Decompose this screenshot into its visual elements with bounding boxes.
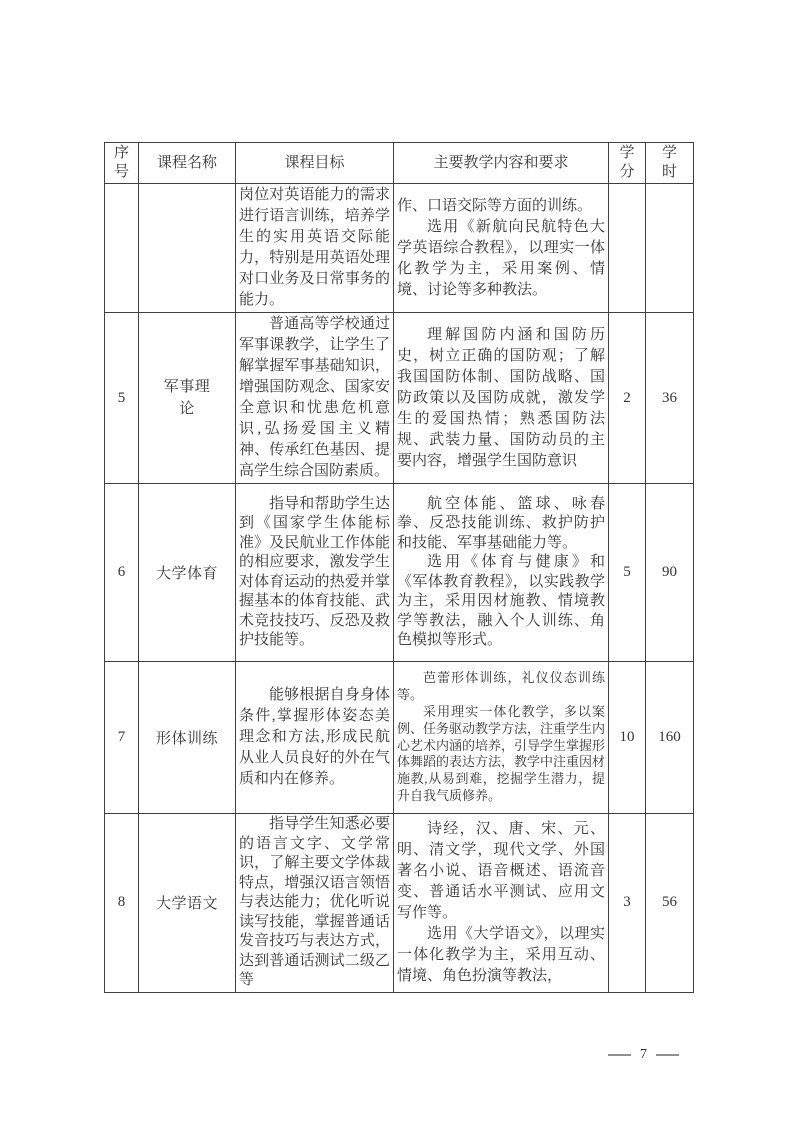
content-cell bbox=[394, 662, 609, 814]
content-cell bbox=[394, 184, 609, 313]
course-name-label: 军事理论 bbox=[163, 379, 211, 417]
objective-cell bbox=[236, 313, 394, 484]
content-paragraph: 诗经，汉、唐、宋、元、明、清文学，现代文学、外国著名小说、语音概述、语流音变、普通话水平测试、应用文写作等。 bbox=[397, 820, 605, 921]
hours-cell: 90 bbox=[646, 484, 694, 662]
hours-cell: 56 bbox=[646, 814, 694, 993]
table-row-7 bbox=[105, 662, 694, 814]
page-number: 7 bbox=[640, 1047, 647, 1062]
header-hours bbox=[646, 143, 694, 184]
row-number-cell: 5 bbox=[105, 313, 139, 484]
objective-paragraph: 岗位对英语能力的需求进行语言训练，培养学生的实用英语交际能力，特别是用英语处理对口业务及日常事务的能力。 bbox=[239, 187, 390, 308]
objective-paragraph: 能够根据自身身体条件,掌握形体姿态美理念和方法,形成民航从业人员良好的外在气质和内在修养。 bbox=[239, 687, 390, 787]
row-number-cell: 8 bbox=[105, 814, 139, 993]
hours-cell: 160 bbox=[646, 662, 694, 814]
header-content-label: 主要教学内容和要求 bbox=[433, 154, 569, 171]
header-credits bbox=[609, 143, 646, 184]
content-paragraph: 理解国防内涵和国防历史，树立正确的国防观；了解我国国防体制、国防战略、国防政策以及国防成就，激发学生的爱国热情；熟悉国防法规、武装力量、国防动员的主要内容，增强学生国防意识 bbox=[397, 326, 605, 469]
header-objective bbox=[236, 143, 394, 184]
table-header-row bbox=[105, 143, 694, 184]
credits-cell: 2 bbox=[609, 313, 646, 484]
content-paragraph: 作、口语交际等方面的训练。 bbox=[397, 197, 593, 214]
header-credits-label: 学分 bbox=[619, 145, 635, 180]
course-name-cell: 形体训练 bbox=[139, 662, 236, 814]
course-name-cell bbox=[139, 313, 236, 484]
credits-cell: 10 bbox=[609, 662, 646, 814]
hours-cell bbox=[646, 184, 694, 313]
content-paragraph: 选用《新航向民航特色大学英语综合教程》，以理实一体化教学为主，采用案例、情境、讨论等多种教法。 bbox=[397, 218, 605, 298]
objective-paragraph: 指导和帮助学生达到《国家学生体能标准》及民航业工作体能的相应要求，激发学生对体育运动的热爱并掌握基本的体育技能、武术竞技技巧、反恐及救护技能等。 bbox=[239, 495, 390, 648]
row-number-cell: 7 bbox=[105, 662, 139, 814]
header-course-name-label: 课程名称 bbox=[156, 154, 217, 171]
table-row-8 bbox=[105, 814, 694, 993]
course-name-cell: 大学语文 bbox=[139, 814, 236, 993]
content-cell bbox=[394, 313, 609, 484]
content-paragraph: 选用《大学语文》，以理实一体化教学为主，采用互动、情境、角色扮演等教法， bbox=[397, 925, 605, 984]
credits-cell: 5 bbox=[609, 484, 646, 662]
footer-dash-left bbox=[608, 1054, 631, 1056]
objective-cell bbox=[236, 484, 394, 662]
credits-cell bbox=[609, 184, 646, 313]
content-cell bbox=[394, 814, 609, 993]
header-course-name bbox=[139, 143, 236, 184]
footer-dash-right bbox=[656, 1054, 679, 1056]
course-table bbox=[104, 142, 694, 993]
content-paragraph: 航空体能、篮球、咏春拳、反恐技能训练、救护防护和技能、军事基础能力等。 bbox=[397, 495, 605, 551]
objective-cell bbox=[236, 184, 394, 313]
objective-cell bbox=[236, 814, 394, 993]
table-row-continuation bbox=[105, 184, 694, 313]
credits-cell: 3 bbox=[609, 814, 646, 993]
objective-paragraph: 普通高等学校通过军事课教学，让学生了解掌握军事基础知识，增强国防观念、国家安全意识和忧患危机意识,弘扬爱国主义精神、传承红色基因、提高学生综合国防素质。 bbox=[239, 316, 390, 479]
content-paragraph: 采用理实一体化教学，多以案例、任务驱动教学方法，注重学生内心艺术内涵的培养，引导学生掌握形体舞蹈的表达方法，教学中注重因材施教,从易到难，挖掘学生潜力，提升自我气质修养。 bbox=[397, 703, 606, 803]
course-name-cell bbox=[139, 184, 236, 313]
row-number-cell: 6 bbox=[105, 484, 139, 662]
content-paragraph: 选用《体育与健康》和《军体教育教程》，以实践教学为主，采用因材施教、情境教学等教法，融入个人训练、角色模拟等形式。 bbox=[397, 554, 605, 648]
table-row-6 bbox=[105, 484, 694, 662]
content-paragraph: 芭蕾形体训练，礼仪仪态训练等。 bbox=[397, 670, 605, 703]
header-hours-label: 学时 bbox=[661, 145, 677, 180]
header-objective-label: 课程目标 bbox=[284, 154, 345, 171]
objective-paragraph: 指导学生知悉必要的语言文字、文学常识，了解主要文学体裁特点，增强汉语言领悟与表达能力；优化听说读写技能，掌握普通话发音技巧与表达方式，达到普通话测试二级乙等 bbox=[239, 816, 390, 988]
hours-cell: 36 bbox=[646, 313, 694, 484]
row-number-cell bbox=[105, 184, 139, 313]
table-row-5 bbox=[105, 313, 694, 484]
header-no-label: 序号 bbox=[113, 145, 129, 180]
objective-cell bbox=[236, 662, 394, 814]
content-cell bbox=[394, 484, 609, 662]
course-name-cell: 大学体育 bbox=[139, 484, 236, 662]
page-footer bbox=[608, 1048, 679, 1062]
header-no bbox=[105, 143, 139, 184]
header-content bbox=[394, 143, 609, 184]
